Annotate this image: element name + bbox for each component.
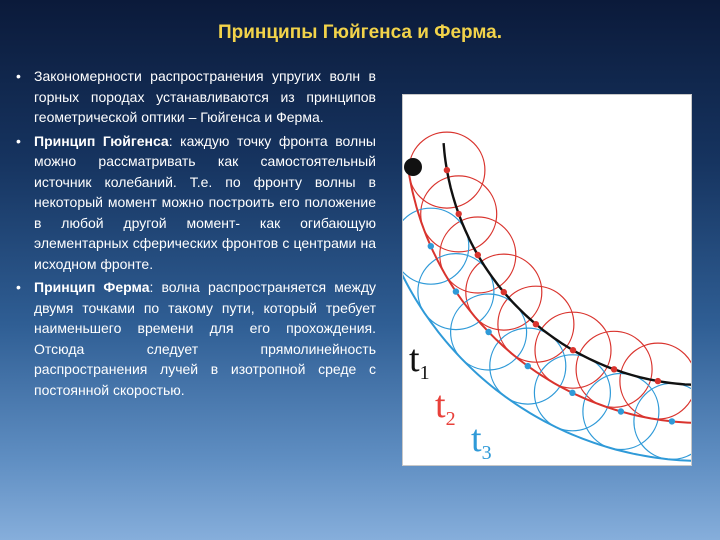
label-t2: $t_2$ [435,384,456,430]
wavelet-center [428,243,434,249]
bullet-list [16,66,376,403]
red-source-points [444,167,661,384]
wavelet-center [456,211,462,217]
bullet-marker: • [16,132,21,149]
wavelet-center [669,418,675,424]
wavelet-center [475,252,481,258]
wavefront-t1 [444,143,691,385]
wavelet-center [533,321,539,327]
bullet-marker: • [16,68,21,84]
bullet-bold-term: Принцип Гюйгенса [34,132,169,149]
bullet-text: : волна распространяется между двумя точками по такому пути, который требует наименьшего времени для его прохождения. Отсюда следует прямолинейность распространения лучей в изотропной среде с постоянной скоростью. [34,279,376,398]
red-wavelets [409,132,691,419]
wavelet-center [525,363,531,369]
bullet-marker: • [16,279,21,295]
wavelet-center [611,366,617,372]
label-t1: $t_1$ [409,338,430,384]
wavefront-diagram [403,95,691,465]
wavelet-center [655,378,661,384]
huygens-diagram [402,94,692,466]
wavelet-center [444,167,450,173]
slide-title: Принципы Гюйгенса и Ферма. [217,22,503,43]
bullet-item-2 [16,131,376,275]
wavelet-circle [403,208,469,284]
wavelet-center [485,329,491,335]
wavelet-center [570,347,576,353]
blue-source-points [428,243,675,425]
bullet-text: Закономерности распространения упругих волн в горных породах устанавливаются из принципов геометрической оптики – Гюйгенса и Ферма. [34,68,376,125]
wavelet-center [618,408,624,414]
bullet-item-1 [16,66,376,128]
source-point [404,158,422,176]
wavelet-center [569,390,575,396]
label-t3: $t_3$ [471,418,492,464]
bullet-bold-term: Принцип Ферма [34,279,150,295]
bullet-text: : каждую точку фронта волны можно рассматривать как самостоятельный источник колебаний. Т.е. по фронту волны в некоторый момент можно построить его положение в любой другой момент- как огибающую элементарных сферических фронтов с центрами на исходном фронте. [34,132,376,272]
wavelet-center [453,288,459,294]
wavelet-center [501,289,507,295]
bullet-item-3 [16,277,376,400]
